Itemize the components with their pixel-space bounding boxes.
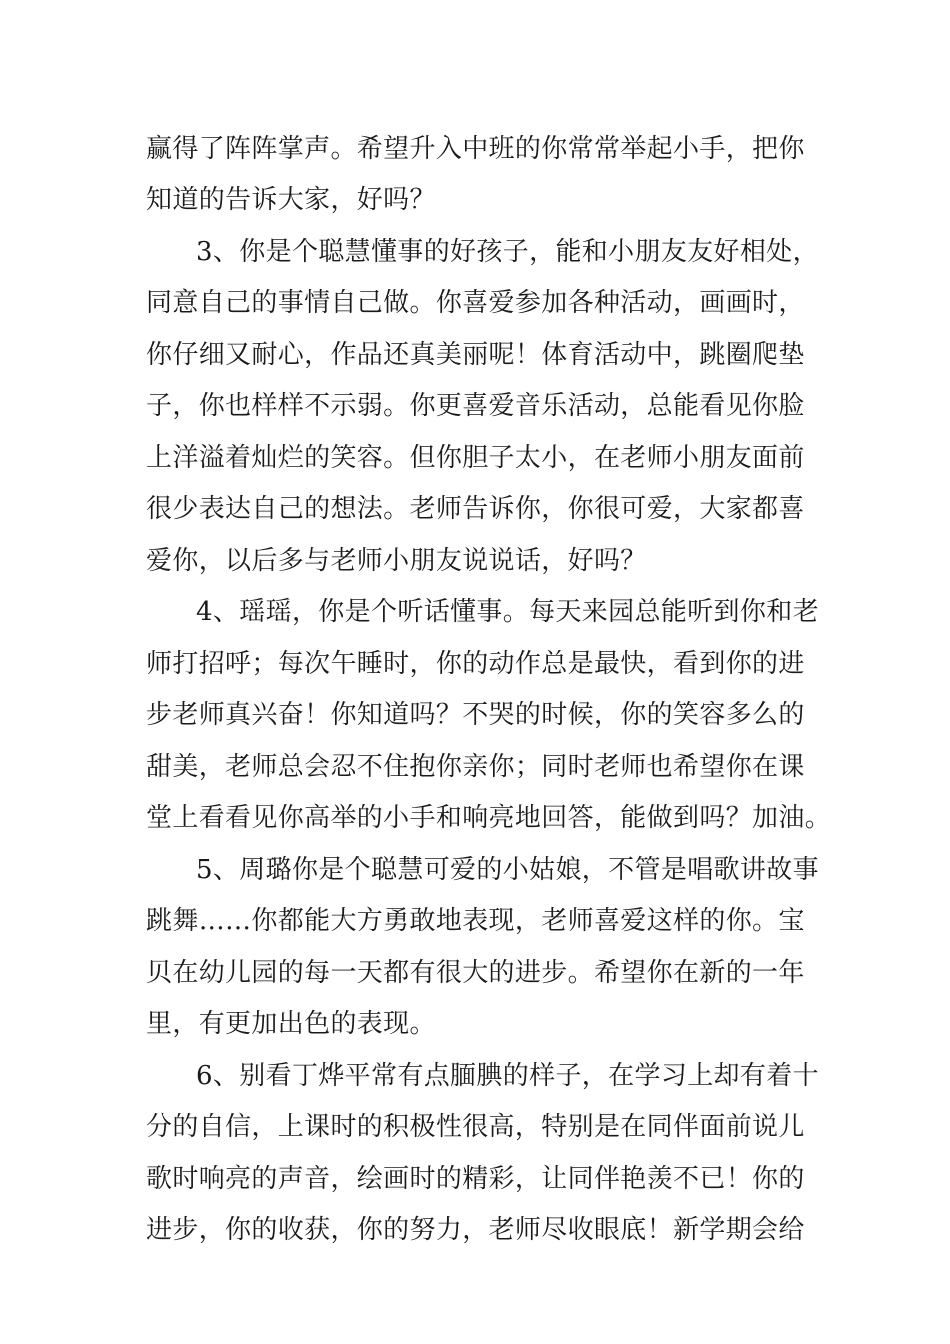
text-line: 进步，你的收获，你的努力，老师尽收眼底！新学期会给 xyxy=(146,1215,805,1245)
text-line: 师打招呼；每次午睡时，你的动作总是最快，看到你的进 xyxy=(146,649,805,679)
text-line: 同意自己的事情自己做。你喜爱参加各种活动，画画时， xyxy=(146,288,805,318)
text-line: 里，有更加出色的表现。 xyxy=(146,1009,436,1039)
paragraph-5-start: 5、周璐你是个聪慧可爱的小姑娘，不管是唱歌讲故事 xyxy=(196,855,819,885)
text-line: 分的自信，上课时的积极性很高，特别是在同伴面前说儿 xyxy=(146,1112,805,1142)
text-line: 子，你也样样不示弱。你更喜爱音乐活动，总能看见你脸 xyxy=(146,391,805,421)
text-line: 甜美，老师总会忍不住抱你亲你；同时老师也希望你在课 xyxy=(146,752,805,782)
text-line: 贝在幼儿园的每一天都有很大的进步。希望你在新的一年 xyxy=(146,958,805,988)
text-line: 知道的告诉大家，好吗？ xyxy=(146,185,436,215)
text-line: 歌时响亮的声音，绘画时的精彩，让同伴艳羡不已！你的 xyxy=(146,1164,805,1194)
text-line: 步老师真兴奋！你知道吗？不哭的时候，你的笑容多么的 xyxy=(146,700,805,730)
text-line: 赢得了阵阵掌声。希望升入中班的你常常举起小手，把你 xyxy=(146,134,805,164)
text-line: 堂上看看见你高举的小手和响亮地回答，能做到吗？加油。 xyxy=(146,803,832,833)
text-line: 很少表达自己的想法。老师告诉你，你很可爱，大家都喜 xyxy=(146,494,805,524)
text-line: 爱你，以后多与老师小朋友说说话，好吗？ xyxy=(146,546,647,576)
paragraph-4-start: 4、瑶瑶，你是个听话懂事。每天来园总能听到你和老 xyxy=(196,597,819,627)
text-line: 上洋溢着灿烂的笑容。但你胆子太小，在老师小朋友面前 xyxy=(146,443,805,473)
text-line: 跳舞……你都能大方勇敢地表现，老师喜爱这样的你。宝 xyxy=(146,906,805,936)
paragraph-3-start: 3、你是个聪慧懂事的好孩子，能和小朋友友好相处， xyxy=(196,237,819,267)
paragraph-6-start: 6、别看丁烨平常有点腼腆的样子，在学习上却有着十 xyxy=(196,1061,819,1091)
text-line: 你仔细又耐心，作品还真美丽呢！体育活动中，跳圈爬垫 xyxy=(146,340,805,370)
